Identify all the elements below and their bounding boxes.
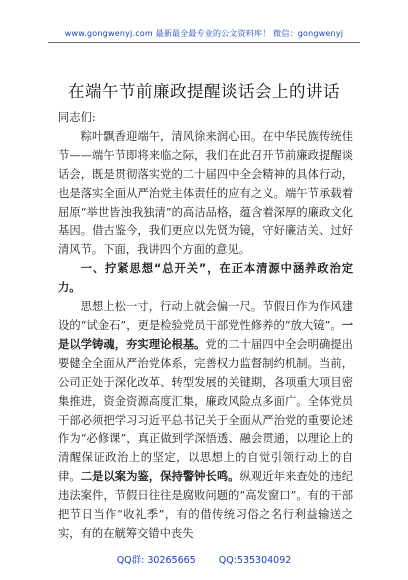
salutation: 同志们:: [58, 111, 96, 124]
section-1-point-2: 二是以案为鉴，保持警钟长鸣。: [80, 470, 240, 484]
footer-qq: QQ:535304092: [218, 555, 292, 566]
section-1-text-a: 思想上松一寸，行动上就会偏一尺。节假日作为作风建设的“试金石”，更是检验党员干部党性修养的“放大镜”。: [58, 300, 353, 332]
section-1-heading: 一、拧紧思想“总开关”，在正本清源中涵养政治定力。: [58, 262, 353, 295]
site-header: www.gongwenyj.com 最新最全最专业的公文资料库！ 微信：gongwenyj: [64, 29, 344, 38]
section-1-paragraph: [58, 298, 353, 544]
document-title: 在端午节前廉政提醒谈话会上的讲话: [68, 82, 340, 101]
site-footer: [0, 552, 408, 566]
section-1-text-b: 党的二十届四中全会明确提出要健全全面从严治党体系，完善权力监督制约机制。当前，公司正处于深化改革、转型发展的关键期，各项重大项目密集推进，资金资源高度汇集，廉政风险点多面广。全体党员干部必须把学习习近平总书记关于全面从严治党的重要论述作为“必修课”，真正做到学深悟透、融会贯通，以理论上的清醒保证政治上的坚定，以思想上的自觉引领行动上的自律。: [58, 337, 353, 484]
document-body: [58, 109, 353, 544]
header-divider: [48, 42, 360, 43]
footer-qq-group: QQ群: 30265665: [116, 555, 196, 566]
section-1-text-c: 纵观近年来查处的违纪违法案件，节假日往往是腐败问题的“高发窗口”。有的干部把节日当作“收礼季”，有的借传统习俗之名行利益输送之实，有的在觥筹交错中丧失: [58, 470, 353, 540]
opening-paragraph: 粽叶飘香迎端午，清风徐来润心田。在中华民族传统佳节——端午节即将来临之际，我们在此召开节前廉政提醒谈话会，既是贯彻落实党的二十届四中全会精神的具体行动，也是落实全面从严治党主体责任的应有之义。端午节承载着屈原“举世皆浊我独清”的高洁品格，蕴含着深厚的廉政文化基因。借古鉴今，我们更应以先贤为镜，守好廉洁关、过好清风节。下面，我讲四个方面的意见。: [58, 129, 353, 257]
section-1-point-1: 一是以学铸魂，夯实理论根基。: [58, 318, 353, 351]
